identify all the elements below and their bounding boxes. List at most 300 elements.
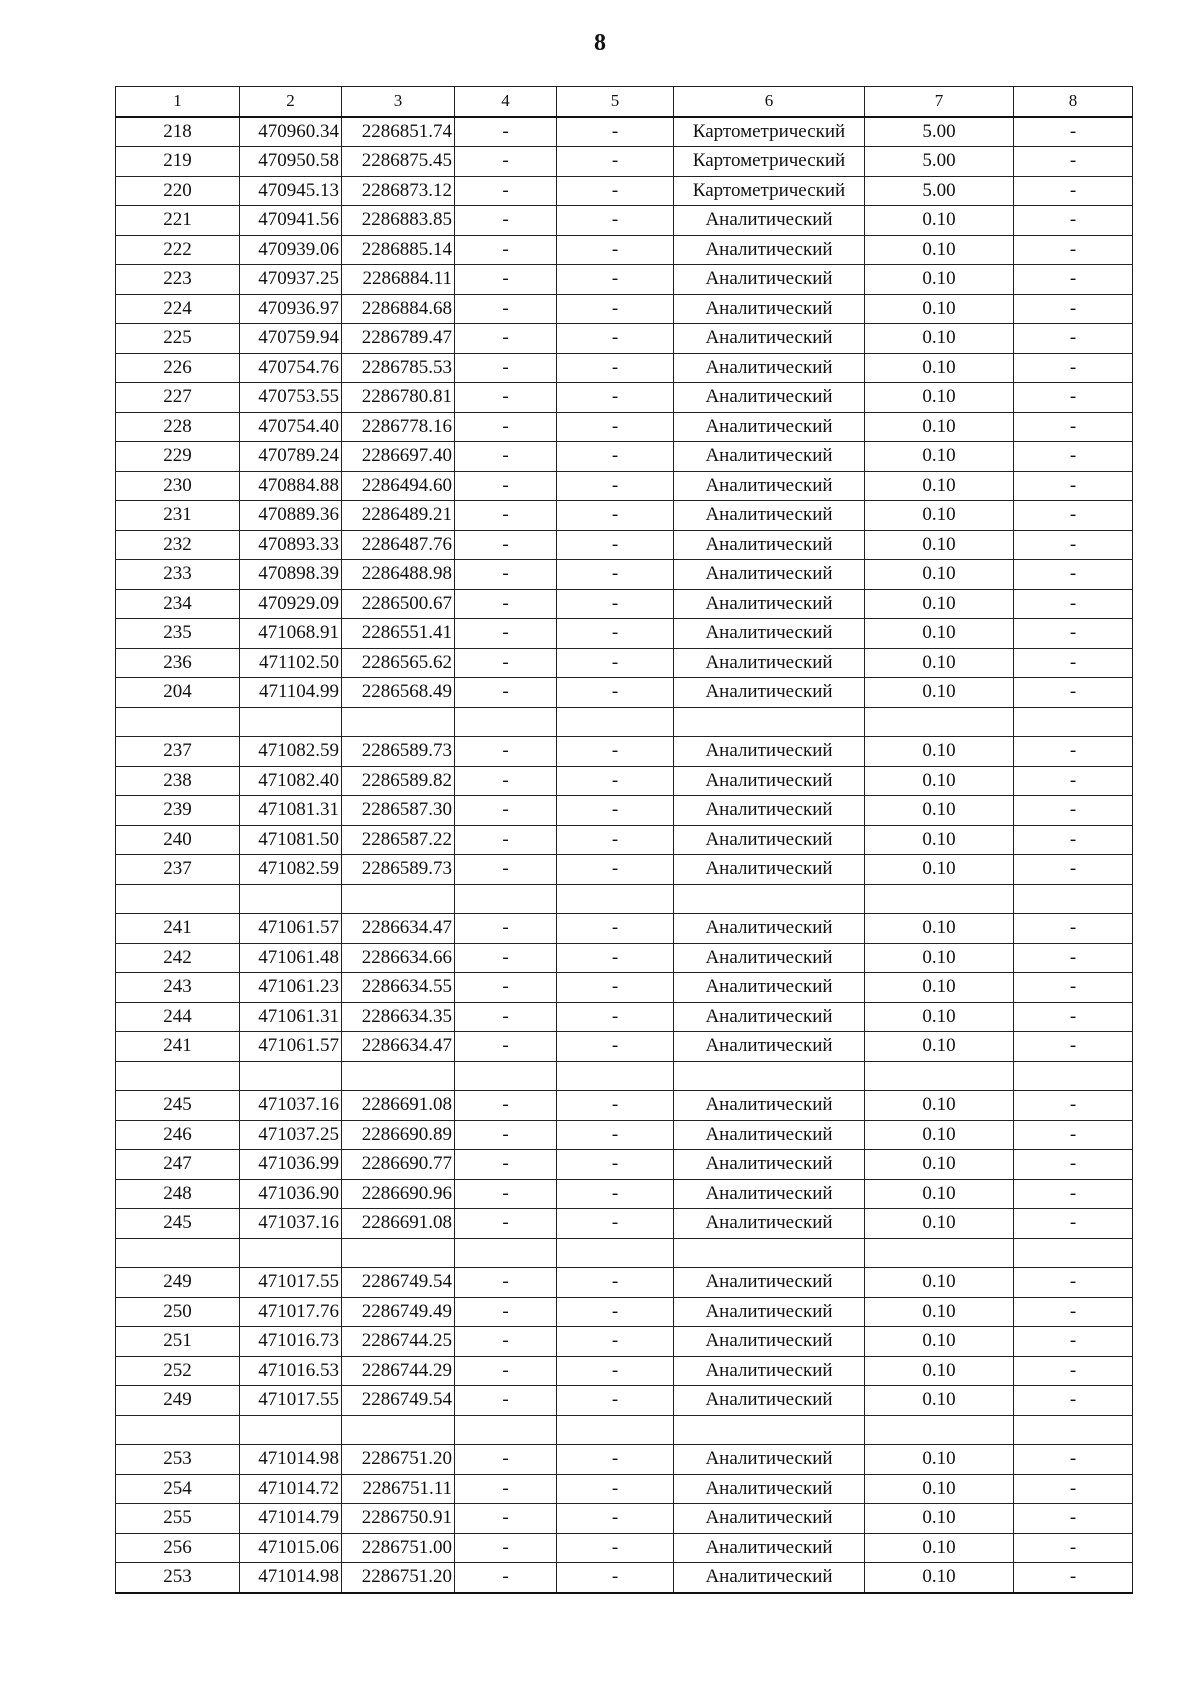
x-coordinate-cell: 471016.53 xyxy=(240,1356,342,1386)
accuracy-cell: 0.10 xyxy=(865,973,1014,1003)
col-5-cell: - xyxy=(557,1327,674,1357)
method-cell: Аналитический xyxy=(674,1150,865,1180)
y-coordinate-cell: 2286789.47 xyxy=(342,324,455,354)
table-row xyxy=(116,1268,1133,1298)
y-coordinate-cell: 2286778.16 xyxy=(342,412,455,442)
table-row xyxy=(116,973,1133,1003)
point-number-cell: 253 xyxy=(116,1563,240,1593)
x-coordinate-cell: 470753.55 xyxy=(240,383,342,413)
method-cell: Аналитический xyxy=(674,412,865,442)
x-coordinate-cell: 470893.33 xyxy=(240,530,342,560)
col-5-cell: - xyxy=(557,412,674,442)
point-number-cell: 220 xyxy=(116,176,240,206)
method-cell xyxy=(674,707,865,737)
point-number-cell: 256 xyxy=(116,1533,240,1563)
method-cell: Аналитический xyxy=(674,914,865,944)
accuracy-cell: 0.10 xyxy=(865,206,1014,236)
y-coordinate-cell: 2286587.30 xyxy=(342,796,455,826)
point-number-cell: 255 xyxy=(116,1504,240,1534)
method-cell: Аналитический xyxy=(674,1179,865,1209)
accuracy-cell: 0.10 xyxy=(865,1563,1014,1593)
col-5-cell xyxy=(557,1061,674,1091)
accuracy-cell: 0.10 xyxy=(865,1386,1014,1416)
table-row xyxy=(116,1504,1133,1534)
table-row xyxy=(116,678,1133,708)
col-5-cell: - xyxy=(557,589,674,619)
method-cell: Аналитический xyxy=(674,1563,865,1593)
point-number-cell: 229 xyxy=(116,442,240,472)
accuracy-cell: 0.10 xyxy=(865,383,1014,413)
col-5-cell: - xyxy=(557,294,674,324)
y-coordinate-cell: 2286589.73 xyxy=(342,855,455,885)
y-coordinate-cell: 2286750.91 xyxy=(342,1504,455,1534)
x-coordinate-cell: 471068.91 xyxy=(240,619,342,649)
table-row xyxy=(116,235,1133,265)
accuracy-cell: 0.10 xyxy=(865,294,1014,324)
table-row xyxy=(116,147,1133,177)
x-coordinate-cell xyxy=(240,884,342,914)
col-4-cell: - xyxy=(455,1002,557,1032)
point-number-cell: 249 xyxy=(116,1386,240,1416)
page-number: 8 xyxy=(594,30,606,56)
col-4-cell: - xyxy=(455,530,557,560)
method-cell: Аналитический xyxy=(674,619,865,649)
col-5-cell: - xyxy=(557,1386,674,1416)
x-coordinate-cell: 471081.31 xyxy=(240,796,342,826)
x-coordinate-cell: 471036.90 xyxy=(240,1179,342,1209)
x-coordinate-cell: 471014.98 xyxy=(240,1563,342,1593)
header-cell: 4 xyxy=(455,87,557,117)
col-8-cell: - xyxy=(1014,619,1133,649)
col-4-cell: - xyxy=(455,1445,557,1475)
col-4-cell: - xyxy=(455,648,557,678)
method-cell: Аналитический xyxy=(674,1209,865,1239)
col-4-cell: - xyxy=(455,1386,557,1416)
table-row xyxy=(116,560,1133,590)
table-row xyxy=(116,825,1133,855)
col-5-cell xyxy=(557,707,674,737)
x-coordinate-cell: 471017.55 xyxy=(240,1386,342,1416)
col-4-cell: - xyxy=(455,1563,557,1593)
col-4-cell: - xyxy=(455,1533,557,1563)
y-coordinate-cell: 2286634.47 xyxy=(342,1032,455,1062)
col-5-cell: - xyxy=(557,324,674,354)
point-number-cell: 243 xyxy=(116,973,240,1003)
y-coordinate-cell: 2286884.68 xyxy=(342,294,455,324)
accuracy-cell: 0.10 xyxy=(865,737,1014,767)
accuracy-cell: 0.10 xyxy=(865,1179,1014,1209)
method-cell: Аналитический xyxy=(674,353,865,383)
point-number-cell: 239 xyxy=(116,796,240,826)
point-number-cell: 242 xyxy=(116,943,240,973)
point-number-cell xyxy=(116,1238,240,1268)
col-4-cell: - xyxy=(455,943,557,973)
col-4-cell: - xyxy=(455,1209,557,1239)
col-8-cell xyxy=(1014,1238,1133,1268)
point-number-cell: 204 xyxy=(116,678,240,708)
table-separator-row xyxy=(116,1061,1133,1091)
y-coordinate-cell: 2286873.12 xyxy=(342,176,455,206)
x-coordinate-cell: 470759.94 xyxy=(240,324,342,354)
table-row xyxy=(116,117,1133,147)
accuracy-cell xyxy=(865,707,1014,737)
method-cell: Аналитический xyxy=(674,235,865,265)
col-8-cell: - xyxy=(1014,1356,1133,1386)
x-coordinate-cell: 471061.57 xyxy=(240,914,342,944)
col-5-cell: - xyxy=(557,678,674,708)
x-coordinate-cell: 471014.72 xyxy=(240,1474,342,1504)
y-coordinate-cell xyxy=(342,1415,455,1445)
x-coordinate-cell: 471037.16 xyxy=(240,1209,342,1239)
col-8-cell: - xyxy=(1014,383,1133,413)
point-number-cell xyxy=(116,1415,240,1445)
col-5-cell: - xyxy=(557,442,674,472)
table-separator-row xyxy=(116,1415,1133,1445)
point-number-cell: 231 xyxy=(116,501,240,531)
col-8-cell: - xyxy=(1014,176,1133,206)
method-cell: Аналитический xyxy=(674,1032,865,1062)
y-coordinate-cell xyxy=(342,1061,455,1091)
table-row xyxy=(116,1474,1133,1504)
col-5-cell xyxy=(557,1238,674,1268)
table-row xyxy=(116,766,1133,796)
col-4-cell: - xyxy=(455,1327,557,1357)
col-5-cell: - xyxy=(557,1445,674,1475)
accuracy-cell: 0.10 xyxy=(865,796,1014,826)
x-coordinate-cell: 471061.31 xyxy=(240,1002,342,1032)
y-coordinate-cell xyxy=(342,707,455,737)
point-number-cell: 250 xyxy=(116,1297,240,1327)
x-coordinate-cell: 471102.50 xyxy=(240,648,342,678)
x-coordinate-cell: 471082.59 xyxy=(240,855,342,885)
y-coordinate-cell: 2286568.49 xyxy=(342,678,455,708)
accuracy-cell: 0.10 xyxy=(865,1297,1014,1327)
col-8-cell: - xyxy=(1014,589,1133,619)
table-row xyxy=(116,412,1133,442)
col-8-cell: - xyxy=(1014,1297,1133,1327)
y-coordinate-cell: 2286589.73 xyxy=(342,737,455,767)
col-5-cell: - xyxy=(557,1268,674,1298)
col-4-cell xyxy=(455,1061,557,1091)
accuracy-cell: 5.00 xyxy=(865,117,1014,147)
method-cell: Аналитический xyxy=(674,796,865,826)
accuracy-cell: 0.10 xyxy=(865,471,1014,501)
table-row xyxy=(116,648,1133,678)
x-coordinate-cell: 471036.99 xyxy=(240,1150,342,1180)
col-8-cell: - xyxy=(1014,412,1133,442)
y-coordinate-cell: 2286875.45 xyxy=(342,147,455,177)
method-cell: Картометрический xyxy=(674,176,865,206)
accuracy-cell: 0.10 xyxy=(865,530,1014,560)
y-coordinate-cell: 2286785.53 xyxy=(342,353,455,383)
col-8-cell: - xyxy=(1014,294,1133,324)
col-4-cell: - xyxy=(455,1268,557,1298)
y-coordinate-cell: 2286690.96 xyxy=(342,1179,455,1209)
method-cell: Аналитический xyxy=(674,1268,865,1298)
col-4-cell: - xyxy=(455,737,557,767)
col-5-cell: - xyxy=(557,1474,674,1504)
col-8-cell: - xyxy=(1014,737,1133,767)
x-coordinate-cell: 471014.79 xyxy=(240,1504,342,1534)
col-5-cell: - xyxy=(557,560,674,590)
y-coordinate-cell: 2286487.76 xyxy=(342,530,455,560)
col-8-cell: - xyxy=(1014,560,1133,590)
accuracy-cell: 0.10 xyxy=(865,1120,1014,1150)
col-8-cell: - xyxy=(1014,1386,1133,1416)
col-8-cell xyxy=(1014,1415,1133,1445)
method-cell: Аналитический xyxy=(674,766,865,796)
point-number-cell xyxy=(116,1061,240,1091)
y-coordinate-cell: 2286751.11 xyxy=(342,1474,455,1504)
point-number-cell: 241 xyxy=(116,1032,240,1062)
y-coordinate-cell: 2286751.00 xyxy=(342,1533,455,1563)
col-5-cell: - xyxy=(557,117,674,147)
col-5-cell: - xyxy=(557,855,674,885)
point-number-cell: 249 xyxy=(116,1268,240,1298)
table-row xyxy=(116,1563,1133,1593)
x-coordinate-cell: 471015.06 xyxy=(240,1533,342,1563)
col-5-cell: - xyxy=(557,737,674,767)
point-number-cell: 236 xyxy=(116,648,240,678)
col-4-cell: - xyxy=(455,855,557,885)
y-coordinate-cell: 2286589.82 xyxy=(342,766,455,796)
table-row xyxy=(116,589,1133,619)
x-coordinate-cell: 471014.98 xyxy=(240,1445,342,1475)
method-cell: Аналитический xyxy=(674,1356,865,1386)
col-5-cell: - xyxy=(557,1179,674,1209)
x-coordinate-cell: 471061.57 xyxy=(240,1032,342,1062)
method-cell xyxy=(674,884,865,914)
col-8-cell: - xyxy=(1014,1533,1133,1563)
col-8-cell xyxy=(1014,707,1133,737)
table-header-row xyxy=(116,87,1133,117)
accuracy-cell xyxy=(865,884,1014,914)
method-cell: Картометрический xyxy=(674,117,865,147)
table-row xyxy=(116,1533,1133,1563)
col-5-cell: - xyxy=(557,825,674,855)
method-cell: Аналитический xyxy=(674,530,865,560)
point-number-cell: 221 xyxy=(116,206,240,236)
col-5-cell: - xyxy=(557,914,674,944)
col-4-cell: - xyxy=(455,1179,557,1209)
col-5-cell: - xyxy=(557,1209,674,1239)
method-cell: Аналитический xyxy=(674,560,865,590)
accuracy-cell: 5.00 xyxy=(865,176,1014,206)
method-cell: Картометрический xyxy=(674,147,865,177)
col-8-cell xyxy=(1014,884,1133,914)
coordinates-table xyxy=(115,86,1133,1594)
method-cell: Аналитический xyxy=(674,678,865,708)
col-5-cell: - xyxy=(557,1563,674,1593)
accuracy-cell: 0.10 xyxy=(865,1091,1014,1121)
col-4-cell: - xyxy=(455,324,557,354)
table-row xyxy=(116,1327,1133,1357)
accuracy-cell: 0.10 xyxy=(865,265,1014,295)
point-number-cell: 228 xyxy=(116,412,240,442)
y-coordinate-cell: 2286500.67 xyxy=(342,589,455,619)
accuracy-cell: 0.10 xyxy=(865,1032,1014,1062)
col-4-cell: - xyxy=(455,117,557,147)
col-8-cell: - xyxy=(1014,914,1133,944)
method-cell xyxy=(674,1238,865,1268)
accuracy-cell: 0.10 xyxy=(865,766,1014,796)
col-8-cell: - xyxy=(1014,1474,1133,1504)
y-coordinate-cell: 2286691.08 xyxy=(342,1209,455,1239)
accuracy-cell: 0.10 xyxy=(865,324,1014,354)
x-coordinate-cell xyxy=(240,1238,342,1268)
point-number-cell: 246 xyxy=(116,1120,240,1150)
point-number-cell: 245 xyxy=(116,1091,240,1121)
method-cell xyxy=(674,1061,865,1091)
x-coordinate-cell xyxy=(240,707,342,737)
accuracy-cell: 0.10 xyxy=(865,1445,1014,1475)
col-8-cell xyxy=(1014,1061,1133,1091)
col-8-cell: - xyxy=(1014,206,1133,236)
accuracy-cell xyxy=(865,1061,1014,1091)
accuracy-cell: 0.10 xyxy=(865,914,1014,944)
x-coordinate-cell: 470939.06 xyxy=(240,235,342,265)
col-4-cell: - xyxy=(455,1032,557,1062)
col-4-cell: - xyxy=(455,1474,557,1504)
table-row xyxy=(116,619,1133,649)
col-8-cell: - xyxy=(1014,147,1133,177)
y-coordinate-cell: 2286749.54 xyxy=(342,1268,455,1298)
table-row xyxy=(116,943,1133,973)
accuracy-cell: 0.10 xyxy=(865,442,1014,472)
y-coordinate-cell: 2286744.25 xyxy=(342,1327,455,1357)
point-number-cell: 237 xyxy=(116,737,240,767)
col-4-cell: - xyxy=(455,412,557,442)
table-row xyxy=(116,442,1133,472)
point-number-cell: 251 xyxy=(116,1327,240,1357)
table-row xyxy=(116,501,1133,531)
col-5-cell: - xyxy=(557,265,674,295)
table-row xyxy=(116,1120,1133,1150)
col-8-cell: - xyxy=(1014,1091,1133,1121)
y-coordinate-cell: 2286883.85 xyxy=(342,206,455,236)
col-5-cell: - xyxy=(557,1504,674,1534)
header-cell: 2 xyxy=(240,87,342,117)
table-row xyxy=(116,176,1133,206)
accuracy-cell: 0.10 xyxy=(865,1474,1014,1504)
table-row xyxy=(116,796,1133,826)
y-coordinate-cell: 2286634.55 xyxy=(342,973,455,1003)
point-number-cell: 218 xyxy=(116,117,240,147)
col-5-cell: - xyxy=(557,471,674,501)
table-row xyxy=(116,1032,1133,1062)
accuracy-cell: 0.10 xyxy=(865,1533,1014,1563)
col-5-cell: - xyxy=(557,235,674,265)
point-number-cell: 237 xyxy=(116,855,240,885)
col-4-cell: - xyxy=(455,176,557,206)
x-coordinate-cell xyxy=(240,1061,342,1091)
accuracy-cell: 0.10 xyxy=(865,1327,1014,1357)
accuracy-cell: 0.10 xyxy=(865,560,1014,590)
col-5-cell: - xyxy=(557,501,674,531)
method-cell: Аналитический xyxy=(674,943,865,973)
y-coordinate-cell: 2286691.08 xyxy=(342,1091,455,1121)
col-8-cell: - xyxy=(1014,1120,1133,1150)
col-8-cell: - xyxy=(1014,442,1133,472)
y-coordinate-cell: 2286634.47 xyxy=(342,914,455,944)
col-8-cell: - xyxy=(1014,471,1133,501)
col-4-cell: - xyxy=(455,589,557,619)
col-5-cell: - xyxy=(557,206,674,236)
col-4-cell: - xyxy=(455,560,557,590)
col-5-cell: - xyxy=(557,176,674,206)
col-5-cell: - xyxy=(557,766,674,796)
col-5-cell: - xyxy=(557,648,674,678)
x-coordinate-cell: 470789.24 xyxy=(240,442,342,472)
y-coordinate-cell: 2286634.66 xyxy=(342,943,455,973)
col-5-cell: - xyxy=(557,530,674,560)
accuracy-cell: 0.10 xyxy=(865,1268,1014,1298)
col-8-cell: - xyxy=(1014,530,1133,560)
col-4-cell: - xyxy=(455,1297,557,1327)
col-8-cell: - xyxy=(1014,235,1133,265)
x-coordinate-cell: 470941.56 xyxy=(240,206,342,236)
header-cell: 7 xyxy=(865,87,1014,117)
point-number-cell: 222 xyxy=(116,235,240,265)
point-number-cell: 224 xyxy=(116,294,240,324)
col-5-cell: - xyxy=(557,383,674,413)
y-coordinate-cell: 2286751.20 xyxy=(342,1445,455,1475)
col-4-cell: - xyxy=(455,471,557,501)
col-8-cell: - xyxy=(1014,648,1133,678)
y-coordinate-cell: 2286634.35 xyxy=(342,1002,455,1032)
method-cell: Аналитический xyxy=(674,206,865,236)
point-number-cell: 219 xyxy=(116,147,240,177)
point-number-cell: 252 xyxy=(116,1356,240,1386)
accuracy-cell xyxy=(865,1415,1014,1445)
col-5-cell: - xyxy=(557,1032,674,1062)
y-coordinate-cell: 2286884.11 xyxy=(342,265,455,295)
x-coordinate-cell: 470898.39 xyxy=(240,560,342,590)
header-cell: 3 xyxy=(342,87,455,117)
point-number-cell: 247 xyxy=(116,1150,240,1180)
x-coordinate-cell: 470754.76 xyxy=(240,353,342,383)
header-cell: 5 xyxy=(557,87,674,117)
col-4-cell: - xyxy=(455,914,557,944)
col-8-cell: - xyxy=(1014,1002,1133,1032)
point-number-cell: 233 xyxy=(116,560,240,590)
point-number-cell: 232 xyxy=(116,530,240,560)
col-8-cell: - xyxy=(1014,766,1133,796)
x-coordinate-cell: 471061.48 xyxy=(240,943,342,973)
col-4-cell: - xyxy=(455,442,557,472)
col-5-cell: - xyxy=(557,353,674,383)
x-coordinate-cell: 471082.40 xyxy=(240,766,342,796)
header-cell: 8 xyxy=(1014,87,1133,117)
col-8-cell: - xyxy=(1014,825,1133,855)
x-coordinate-cell: 471104.99 xyxy=(240,678,342,708)
header-cell: 1 xyxy=(116,87,240,117)
point-number-cell: 253 xyxy=(116,1445,240,1475)
accuracy-cell: 0.10 xyxy=(865,855,1014,885)
point-number-cell: 238 xyxy=(116,766,240,796)
point-number-cell: 223 xyxy=(116,265,240,295)
col-5-cell: - xyxy=(557,619,674,649)
y-coordinate-cell: 2286690.89 xyxy=(342,1120,455,1150)
col-5-cell: - xyxy=(557,147,674,177)
table-body xyxy=(116,87,1133,1593)
table-separator-row xyxy=(116,1238,1133,1268)
col-8-cell: - xyxy=(1014,1504,1133,1534)
x-coordinate-cell: 471061.23 xyxy=(240,973,342,1003)
col-8-cell: - xyxy=(1014,943,1133,973)
y-coordinate-cell: 2286744.29 xyxy=(342,1356,455,1386)
y-coordinate-cell xyxy=(342,884,455,914)
